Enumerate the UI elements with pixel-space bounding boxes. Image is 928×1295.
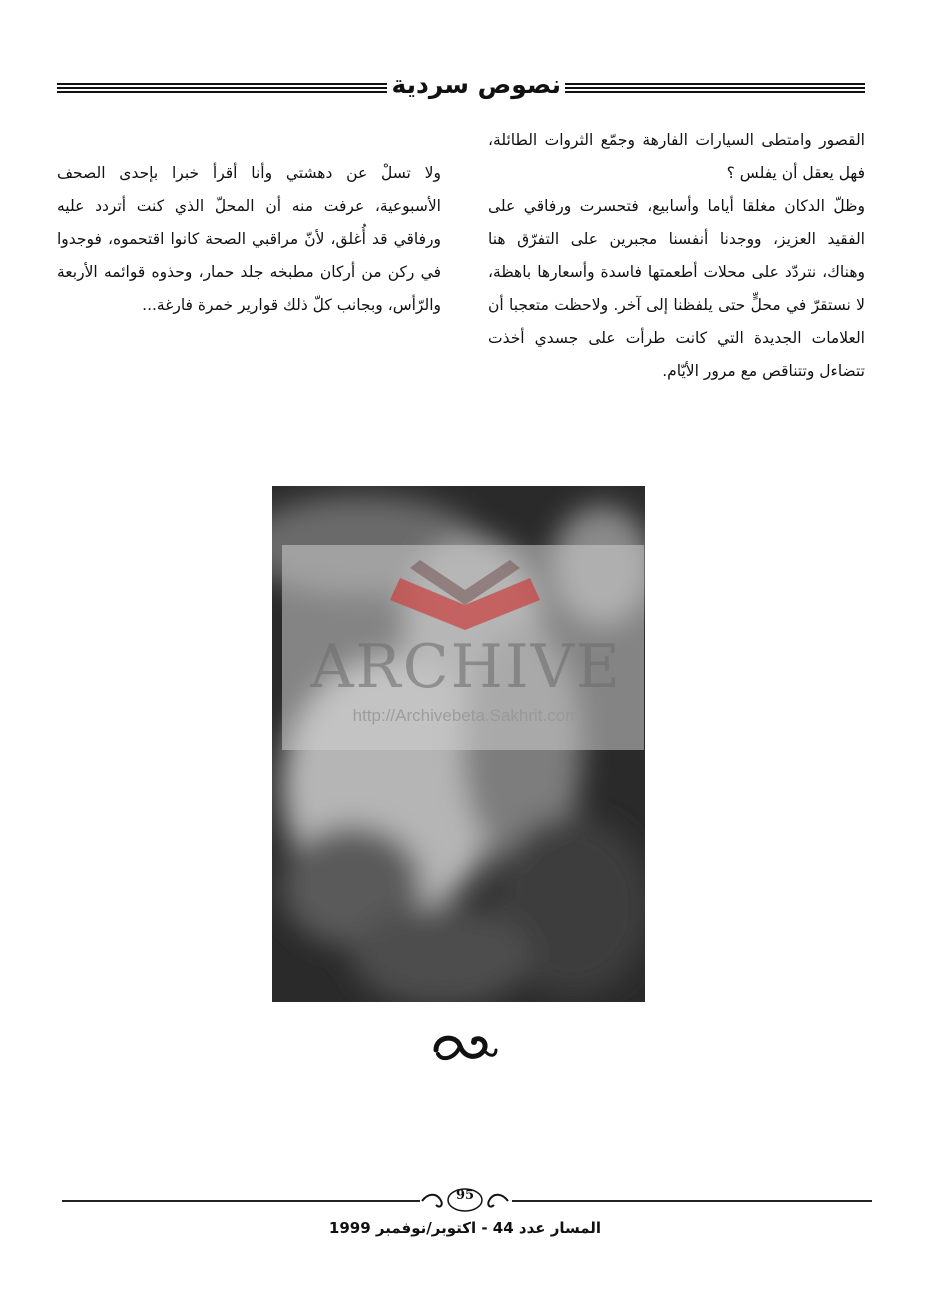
section-title: نصوص سردية	[391, 70, 561, 99]
issue-info: المسار عدد 44 - اكتوبر/نوفمبر 1999	[328, 1219, 602, 1237]
footer-rule-right	[512, 1200, 872, 1202]
fleuron-ornament-icon	[430, 1030, 500, 1066]
paragraph: القصور وامتطى السيارات الفارهة وجمّع الثروات الطائلة، فهل يعقل أن يفلس ؟	[488, 131, 865, 182]
watermark-url: http://Archivebeta.Sakhrit.com	[352, 706, 580, 725]
header-rule-left	[57, 83, 387, 94]
text-column-right	[488, 124, 865, 388]
text-column-left	[57, 157, 441, 322]
page-number: 95	[455, 1188, 475, 1203]
section-header	[57, 70, 865, 104]
header-rule-right	[565, 83, 865, 94]
watermark-text: ARCHIVE	[310, 632, 622, 702]
paragraph: وظلّ الدكان مغلقا أياما وأسابيع، فتحسرت ورفاقي على الفقيد العزيز، ووجدنا أنفسنا مجبرين على التفرّق هنا وهناك، نتردّد على محلات أطعمتها فاسدة وأسعارها باهظة، لا نستقرّ في محلٍّ حتى يلفظنا إلى آخر. ولاحظت متعجبا أن العلامات الجديدة التي كانت طرأت على جسدي أخذت تتضاءل وتتناقص مع مرور الأيّام.	[488, 197, 865, 380]
watermark-book-icon	[380, 560, 550, 640]
paragraph: ولا تسلْ عن دهشتي وأنا أقرأ خبرا بإحدى الصحف الأسبوعية، عرفت منه أن المحلّ الذي كنت أتردد عليه ورفاقي قد أُغلق، لأنّ مراقبي الصحة كانوا اقتحموه، فوجدوا في ركن من أركان مطبخه جلد حمار، وحذوه قوائمه الأربعة والرّأس، وبجانب كلّ ذلك قوارير خمرة فارغة...	[57, 164, 441, 314]
footer-rule-left	[62, 1200, 420, 1202]
